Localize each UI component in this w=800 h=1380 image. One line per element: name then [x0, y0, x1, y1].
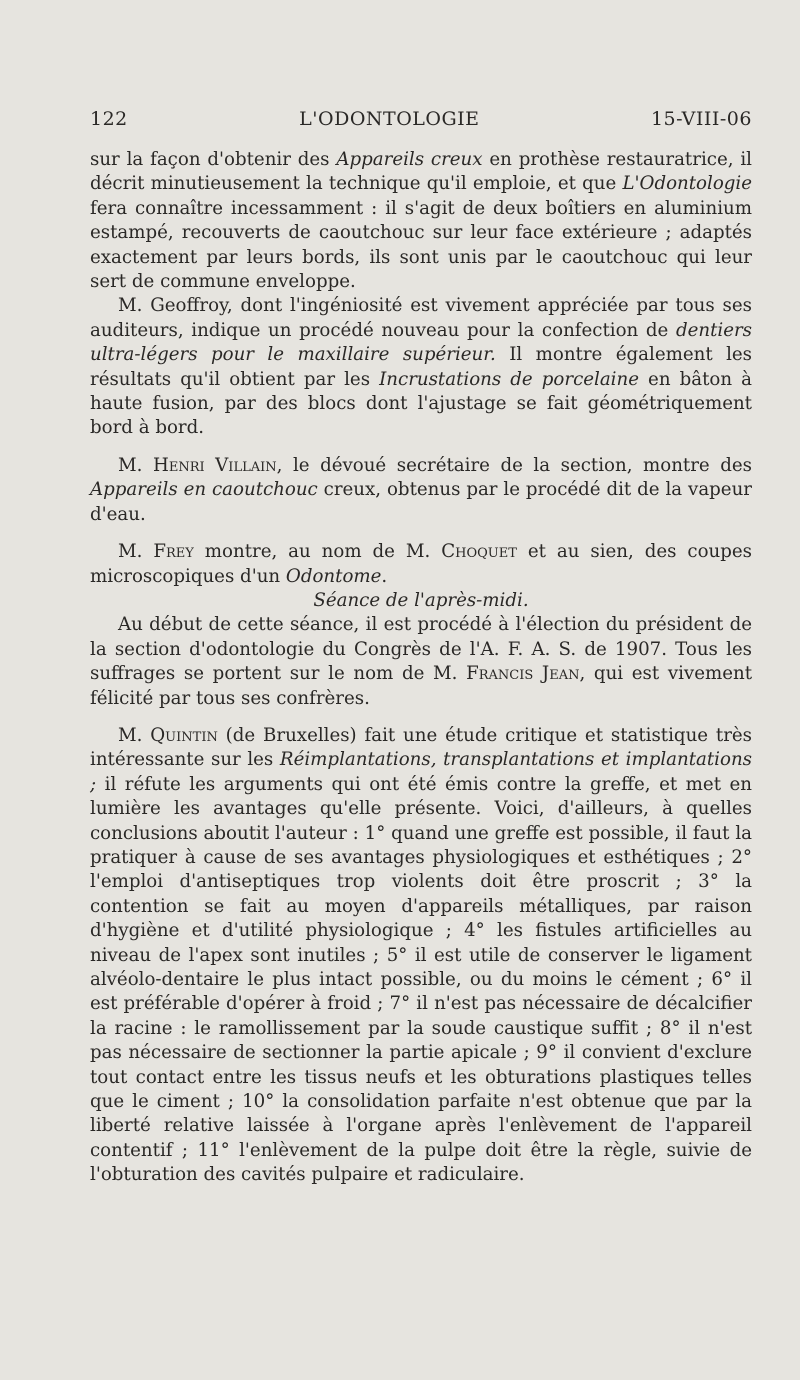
italic-term: Odontome: [285, 565, 382, 587]
page-number: 122: [90, 108, 128, 130]
person-name: Francis Jean: [466, 663, 580, 685]
person-name: Choquet: [441, 541, 517, 563]
person-name: Frey: [153, 541, 194, 563]
italic-term: Incrustations de porcelaine: [379, 368, 639, 390]
person-name: Quintin: [150, 724, 218, 746]
paragraph-election: Au début de cette séance, il est procédé à l'élection du président de la section d'odontologie du Congrès de l'A. F. A. S. de 1907. Tous les suffrages se portent sur le nom de M. Francis Jean, qui est vivement félicité par tous ses confrères.: [90, 614, 753, 709]
italic-term: Appareils creux: [336, 149, 483, 170]
paragraph-villain: M. Henri Villain, le dévoué secrétaire de la section, montre des Appareils en caoutchouc creux, obtenus par le procédé dit de la vapeur d'eau.: [90, 454, 752, 525]
section-heading: Séance de l'après-midi.: [313, 589, 529, 611]
paragraph-geoffroy: M. Geoffroy, dont l'ingéniosité est vivement appréciée par tous ses auditeurs, indique un procédé nouveau pour la confection de dentiers ultra-légers pour le maxillaire supérieur. Il montre également les résultats qu'il obtient par les Incrustations de porcelaine en bâton à haute fusion, par des blocs dont l'ajustage se fait géométriquement bord à bord.: [90, 295, 752, 439]
italic-term: Réimplantations, transplantations et implantations ;: [90, 749, 752, 795]
italic-term: Appareils en caoutchouc: [90, 479, 318, 501]
person-name: Henri Villain: [152, 454, 277, 476]
running-header: [90, 108, 752, 130]
paragraph-appareils-creux: sur la façon d'obtenir des Appareils creux en prothèse restauratrice, il décrit minutieusement la technique qu'il emploie, et que L'Odontologie fera connaître incessamment : il s'agit de deux boîtiers en aluminium estampé, recouverts de caoutchouc sur leur face extérieure ; adaptés exactement par leurs bords, ils sont unis par le caoutchouc qui leur sert de commune enveloppe.: [90, 149, 752, 293]
paragraph-frey: M. Frey montre, au nom de M. Choquet et au sien, des coupes microscopiques d'un Odontome.: [90, 541, 753, 587]
running-title: L'ODONTOLOGIE: [299, 108, 480, 130]
body-text: [90, 148, 752, 1188]
journal-title: L'Odontologie: [622, 173, 752, 195]
issue-date: 15-VIII-06: [650, 108, 752, 130]
paragraph-quintin: M. Quintin (de Bruxelles) fait une étude critique et statistique très intéressante sur les Réimplantations, transplantations et implantations ; il réfute les arguments qui ont été émis contre la greffe, et met en lumière les avantages qu'elle présente. Voici, d'ailleurs, à quelles conclusions aboutit l'auteur : 1° quand une greffe est possible, il faut la pratiquer à cause de ses avantages physiologiques et esthétiques ; 2° l'emploi d'antiseptiques trop violents doit être proscrit ; 3° la contention se fait au moyen d'appareils métalliques, par raison d'hygiène et d'utilité physiologique ; 4° les fistules artificielles au niveau de l'apex sont inutiles ; 5° il est utile de conserver le ligament alvéolo-dentaire le plus intact possible, ou du moins le cément ; 6° il est préférable d'opérer à froid ; 7° il n'est pas nécessaire de décalcifier la racine : le ramollissement par la soude caustique suffit ; 8° il n'est pas nécessaire de sectionner la partie apicale ; 9° il convient d'exclure tout contact entre les tissus neufs et les obturations plastiques telles que le ciment ; 10° la consolidation parfaite n'est obtenue que par la liberté relative laissée à l'organe après l'enlèvement de l'appareil contentif ; 11° l'enlèvement de la pulpe doit être la règle, suivie de l'obturation des cavités pulpaire et radiculaire.: [90, 724, 752, 1186]
italic-term: dentiers ultra-légers pour le maxillaire supérieur.: [90, 319, 752, 366]
